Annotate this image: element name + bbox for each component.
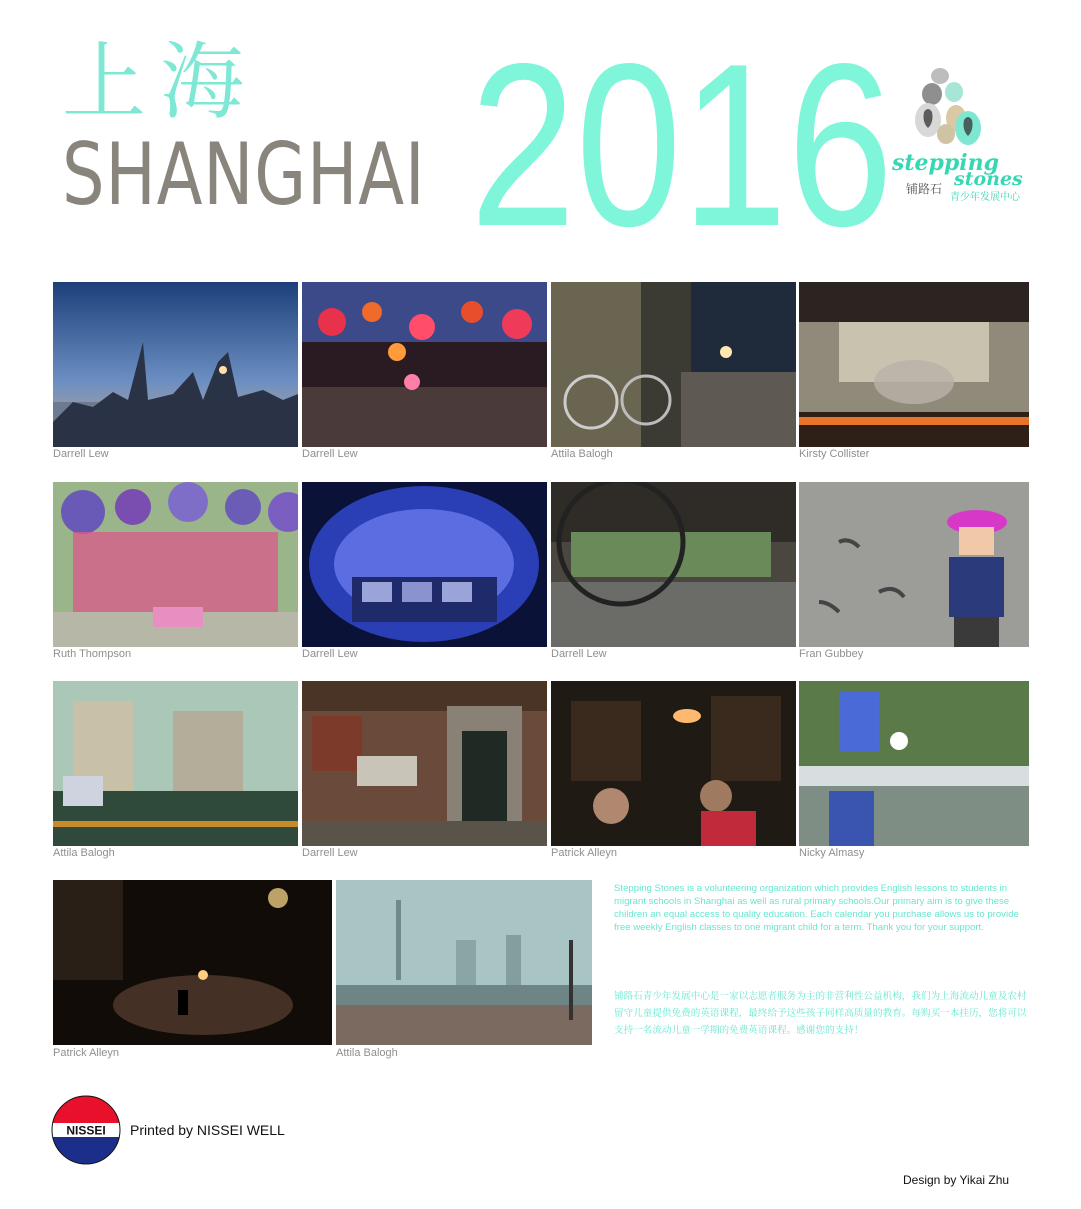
photo-fisheye-bus-station (302, 482, 547, 647)
title-chinese: 上海 (62, 33, 259, 131)
photo-credit: Patrick Alleyn (551, 847, 618, 859)
photo-bicycles-street (551, 282, 796, 447)
photo-credit: Nicky Almasy (799, 847, 865, 859)
photo-figurines-bicycle (551, 482, 796, 647)
photo-credit: Fran Gubbey (799, 648, 864, 660)
logo-name-line1: stepping (892, 150, 1000, 176)
photo-credit: Darrell Lew (302, 648, 358, 660)
photo-skyline-dawn (53, 282, 298, 447)
photo-pudong-haze (336, 880, 592, 1045)
photo-flower-arches (53, 482, 298, 647)
photo-credit: Darrell Lew (551, 648, 607, 660)
photo-credit: Patrick Alleyn (53, 1047, 120, 1059)
design-by: Design by Yikai Zhu (903, 1173, 1010, 1187)
photo-cafe-bund (53, 681, 298, 846)
photo-teahouse (551, 681, 796, 846)
info-chinese-paragraph: 铺路石青少年发展中心是一家以志愿者服务为主的非营利性公益机构，我们为上海流动儿童及农村留守儿童提供免费的英语课程，最终给予这些孩子同样高质量的教育。每购买一本挂历，您将可以支持一名流动儿童一学期的免费英语课程。感谢您的支持！ (614, 991, 1027, 1036)
photo-credit: Attila Balogh (336, 1047, 398, 1059)
logo-name-line2: stones (954, 168, 1023, 190)
photo-child-calligraphy (799, 482, 1029, 647)
photo-credit: Ruth Thompson (53, 648, 132, 660)
info-english-paragraph: Stepping Stones is a volunteering organization which provides English lessons to students in migrant schools in Shanghai as well as rural primary schools.Our primary aim is to give these children an equal access to quality education. Each calendar you purchase allows us to provide free weekly English classes to one migrant child for a term. Thank you for your support. (614, 883, 1019, 933)
photo-credit: Kirsty Collister (799, 448, 870, 460)
footprint-stones-icon (888, 62, 1038, 162)
photo-credit: Attila Balogh (53, 847, 115, 859)
nissei-logo (51, 1095, 121, 1165)
nissei-logo-text: NISSEI (66, 1123, 106, 1138)
title-year: 2016 (470, 16, 894, 275)
photo-credit: Darrell Lew (53, 448, 109, 460)
photo-shikumen-door (302, 681, 547, 846)
logo-chinese-subname: 青少年发展中心 (950, 192, 1020, 203)
printed-by: Printed by NISSEI WELL (130, 1122, 285, 1138)
photo-credit: Attila Balogh (551, 448, 613, 460)
photo-credit: Darrell Lew (302, 847, 358, 859)
photo-temple-incense (799, 282, 1029, 447)
photo-credit: Darrell Lew (302, 448, 358, 460)
title-english: SHANGHAI (62, 125, 426, 225)
photo-lantern-crowd (302, 282, 547, 447)
photo-window-cleaner (799, 681, 1029, 846)
photo-fireworks-night (53, 880, 332, 1045)
logo-chinese-name: 铺路石 (906, 182, 943, 196)
